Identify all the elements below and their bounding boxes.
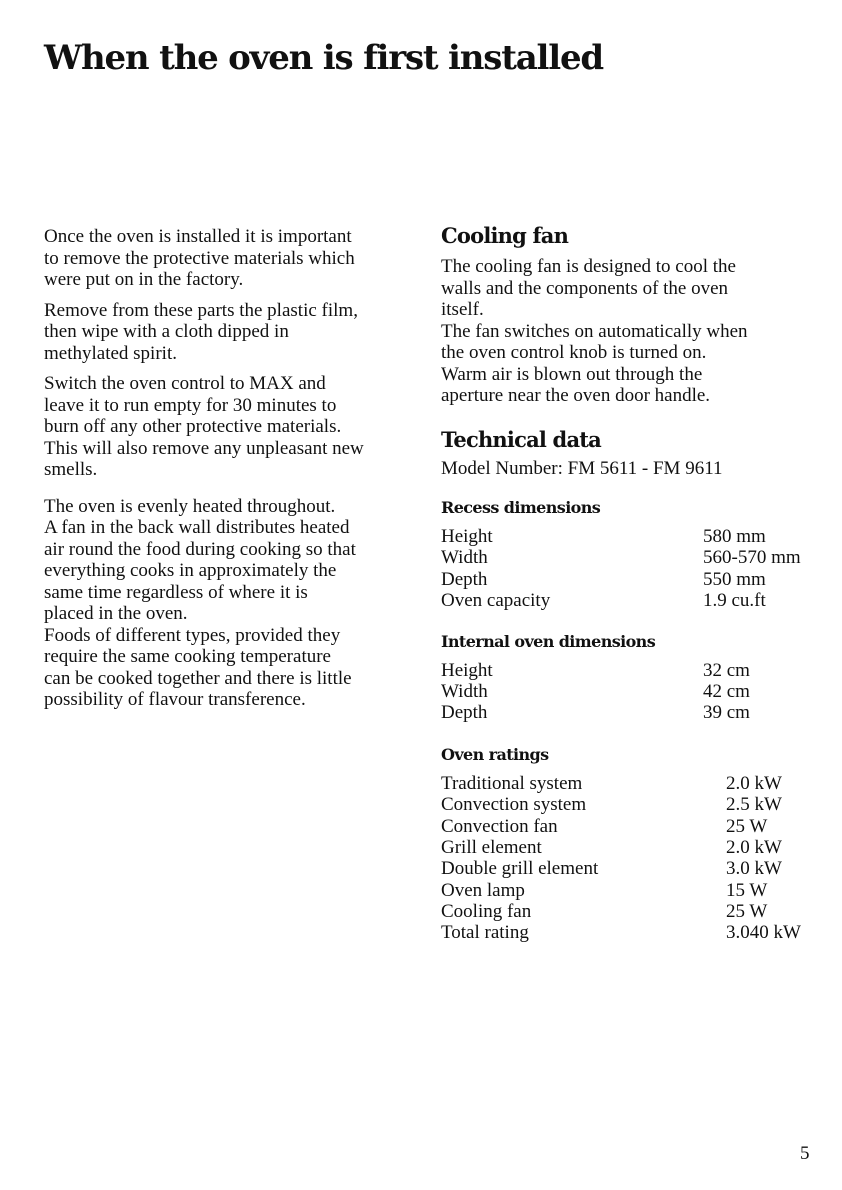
spec-value: 550 mm — [703, 568, 766, 590]
spec-label: Oven lamp — [441, 879, 525, 901]
spec-value: 1.9 cu.ft — [703, 590, 766, 612]
spec-row — [441, 569, 831, 590]
cooling-fan-heading: Cooling fan — [441, 223, 569, 248]
specs-column — [441, 222, 831, 944]
spec-label: Width — [441, 547, 488, 569]
spec-value: 3.040 kW — [726, 922, 801, 944]
text-line: can be cooked together and there is little — [44, 667, 352, 689]
spec-value: 15 W — [726, 879, 768, 901]
intro-paragraph — [44, 496, 414, 711]
spec-row — [441, 880, 831, 901]
spec-value: 25 W — [726, 815, 768, 837]
intro-paragraph — [44, 226, 414, 291]
spec-row — [441, 660, 831, 681]
spec-value: 42 cm — [703, 680, 750, 702]
text-line: The oven is evenly heated throughout. — [44, 495, 336, 517]
spec-label: Depth — [441, 568, 488, 590]
spec-value: 39 cm — [703, 702, 750, 724]
spec-row — [441, 858, 831, 879]
technical-data-heading: Technical data — [441, 426, 601, 452]
spec-label: Total rating — [441, 922, 529, 944]
text-line: smells. — [44, 459, 98, 480]
spec-label: Convection system — [441, 794, 587, 816]
text-line: walls and the components of the oven — [441, 277, 729, 299]
recess-dimensions-heading: Recess dimensions — [441, 498, 601, 517]
spec-value: 32 cm — [703, 659, 750, 681]
spec-value: 3.0 kW — [726, 858, 782, 880]
oven-ratings-list — [441, 773, 831, 944]
text-line: possibility of flavour transference. — [44, 689, 306, 710]
page-number: 5 — [800, 1143, 810, 1164]
spec-row — [441, 837, 831, 858]
text-line: Warm air is blown out through the — [441, 363, 703, 385]
spec-label: Depth — [441, 702, 488, 724]
internal-dimensions-list — [441, 660, 831, 724]
intro-column — [44, 226, 414, 720]
spec-row — [441, 526, 831, 547]
model-number: Model Number: FM 5611 - FM 9611 — [441, 457, 723, 479]
text-line: The fan switches on automatically when — [441, 320, 748, 342]
text-line: A fan in the back wall distributes heated — [44, 517, 350, 538]
text-line: burn off any other protective materials. — [44, 416, 342, 437]
spec-label: Oven capacity — [441, 590, 551, 612]
spec-row — [441, 816, 831, 837]
text-line: then wipe with a cloth dipped in — [44, 321, 289, 342]
text-line: everything cooks in approximately the — [44, 560, 337, 581]
spec-value: 2.0 kW — [726, 836, 782, 858]
text-line: require the same cooking temperature — [44, 646, 331, 667]
internal-dimensions-heading: Internal oven dimensions — [441, 631, 656, 651]
spec-label: Height — [441, 526, 493, 547]
spec-value: 25 W — [726, 901, 768, 923]
spec-label: Convection fan — [441, 815, 558, 837]
spec-label: Traditional system — [441, 772, 583, 794]
text-line: methylated spirit. — [44, 342, 177, 364]
text-line: Once the oven is installed it is important — [44, 226, 352, 247]
text-line: air round the food during cooking so that — [44, 538, 356, 560]
page-title: When the oven is first installed — [44, 38, 603, 78]
spec-label: Cooling fan — [441, 901, 532, 923]
text-line: Remove from these parts the plastic film, — [44, 299, 358, 321]
text-line: Foods of different types, provided they — [44, 624, 341, 646]
spec-row — [441, 922, 831, 943]
spec-value: 580 mm — [703, 526, 766, 547]
text-line: leave it to run empty for 30 minutes to — [44, 394, 337, 416]
spec-row — [441, 590, 831, 611]
spec-row — [441, 794, 831, 815]
text-line: were put on in the factory. — [44, 269, 244, 290]
spec-row — [441, 702, 831, 723]
text-line: This will also remove any unpleasant new — [44, 437, 364, 459]
spec-row — [441, 773, 831, 794]
intro-paragraph — [44, 373, 414, 481]
text-line: the oven control knob is turned on. — [441, 342, 707, 363]
intro-paragraph — [44, 300, 414, 365]
text-line: itself. — [441, 299, 484, 320]
spec-row — [441, 901, 831, 922]
text-line: Switch the oven control to MAX and — [44, 373, 326, 394]
oven-ratings-heading: Oven ratings — [441, 744, 549, 764]
spec-label: Grill element — [441, 836, 542, 858]
text-line: to remove the protective materials which — [44, 247, 355, 269]
text-line: aperture near the oven door handle. — [441, 385, 711, 406]
spec-value: 2.5 kW — [726, 794, 782, 816]
spec-row — [441, 681, 831, 702]
spec-row — [441, 547, 831, 568]
spec-label: Width — [441, 680, 488, 702]
spec-value: 2.0 kW — [726, 772, 782, 794]
spec-label: Height — [441, 659, 493, 681]
recess-dimensions-list — [441, 526, 831, 612]
text-line: same time regardless of where it is — [44, 581, 308, 603]
text-line: The cooling fan is designed to cool the — [441, 256, 736, 277]
text-line: placed in the oven. — [44, 603, 188, 624]
spec-label: Double grill element — [441, 858, 599, 880]
cooling-fan-text — [441, 256, 831, 407]
spec-value: 560-570 mm — [703, 547, 801, 569]
